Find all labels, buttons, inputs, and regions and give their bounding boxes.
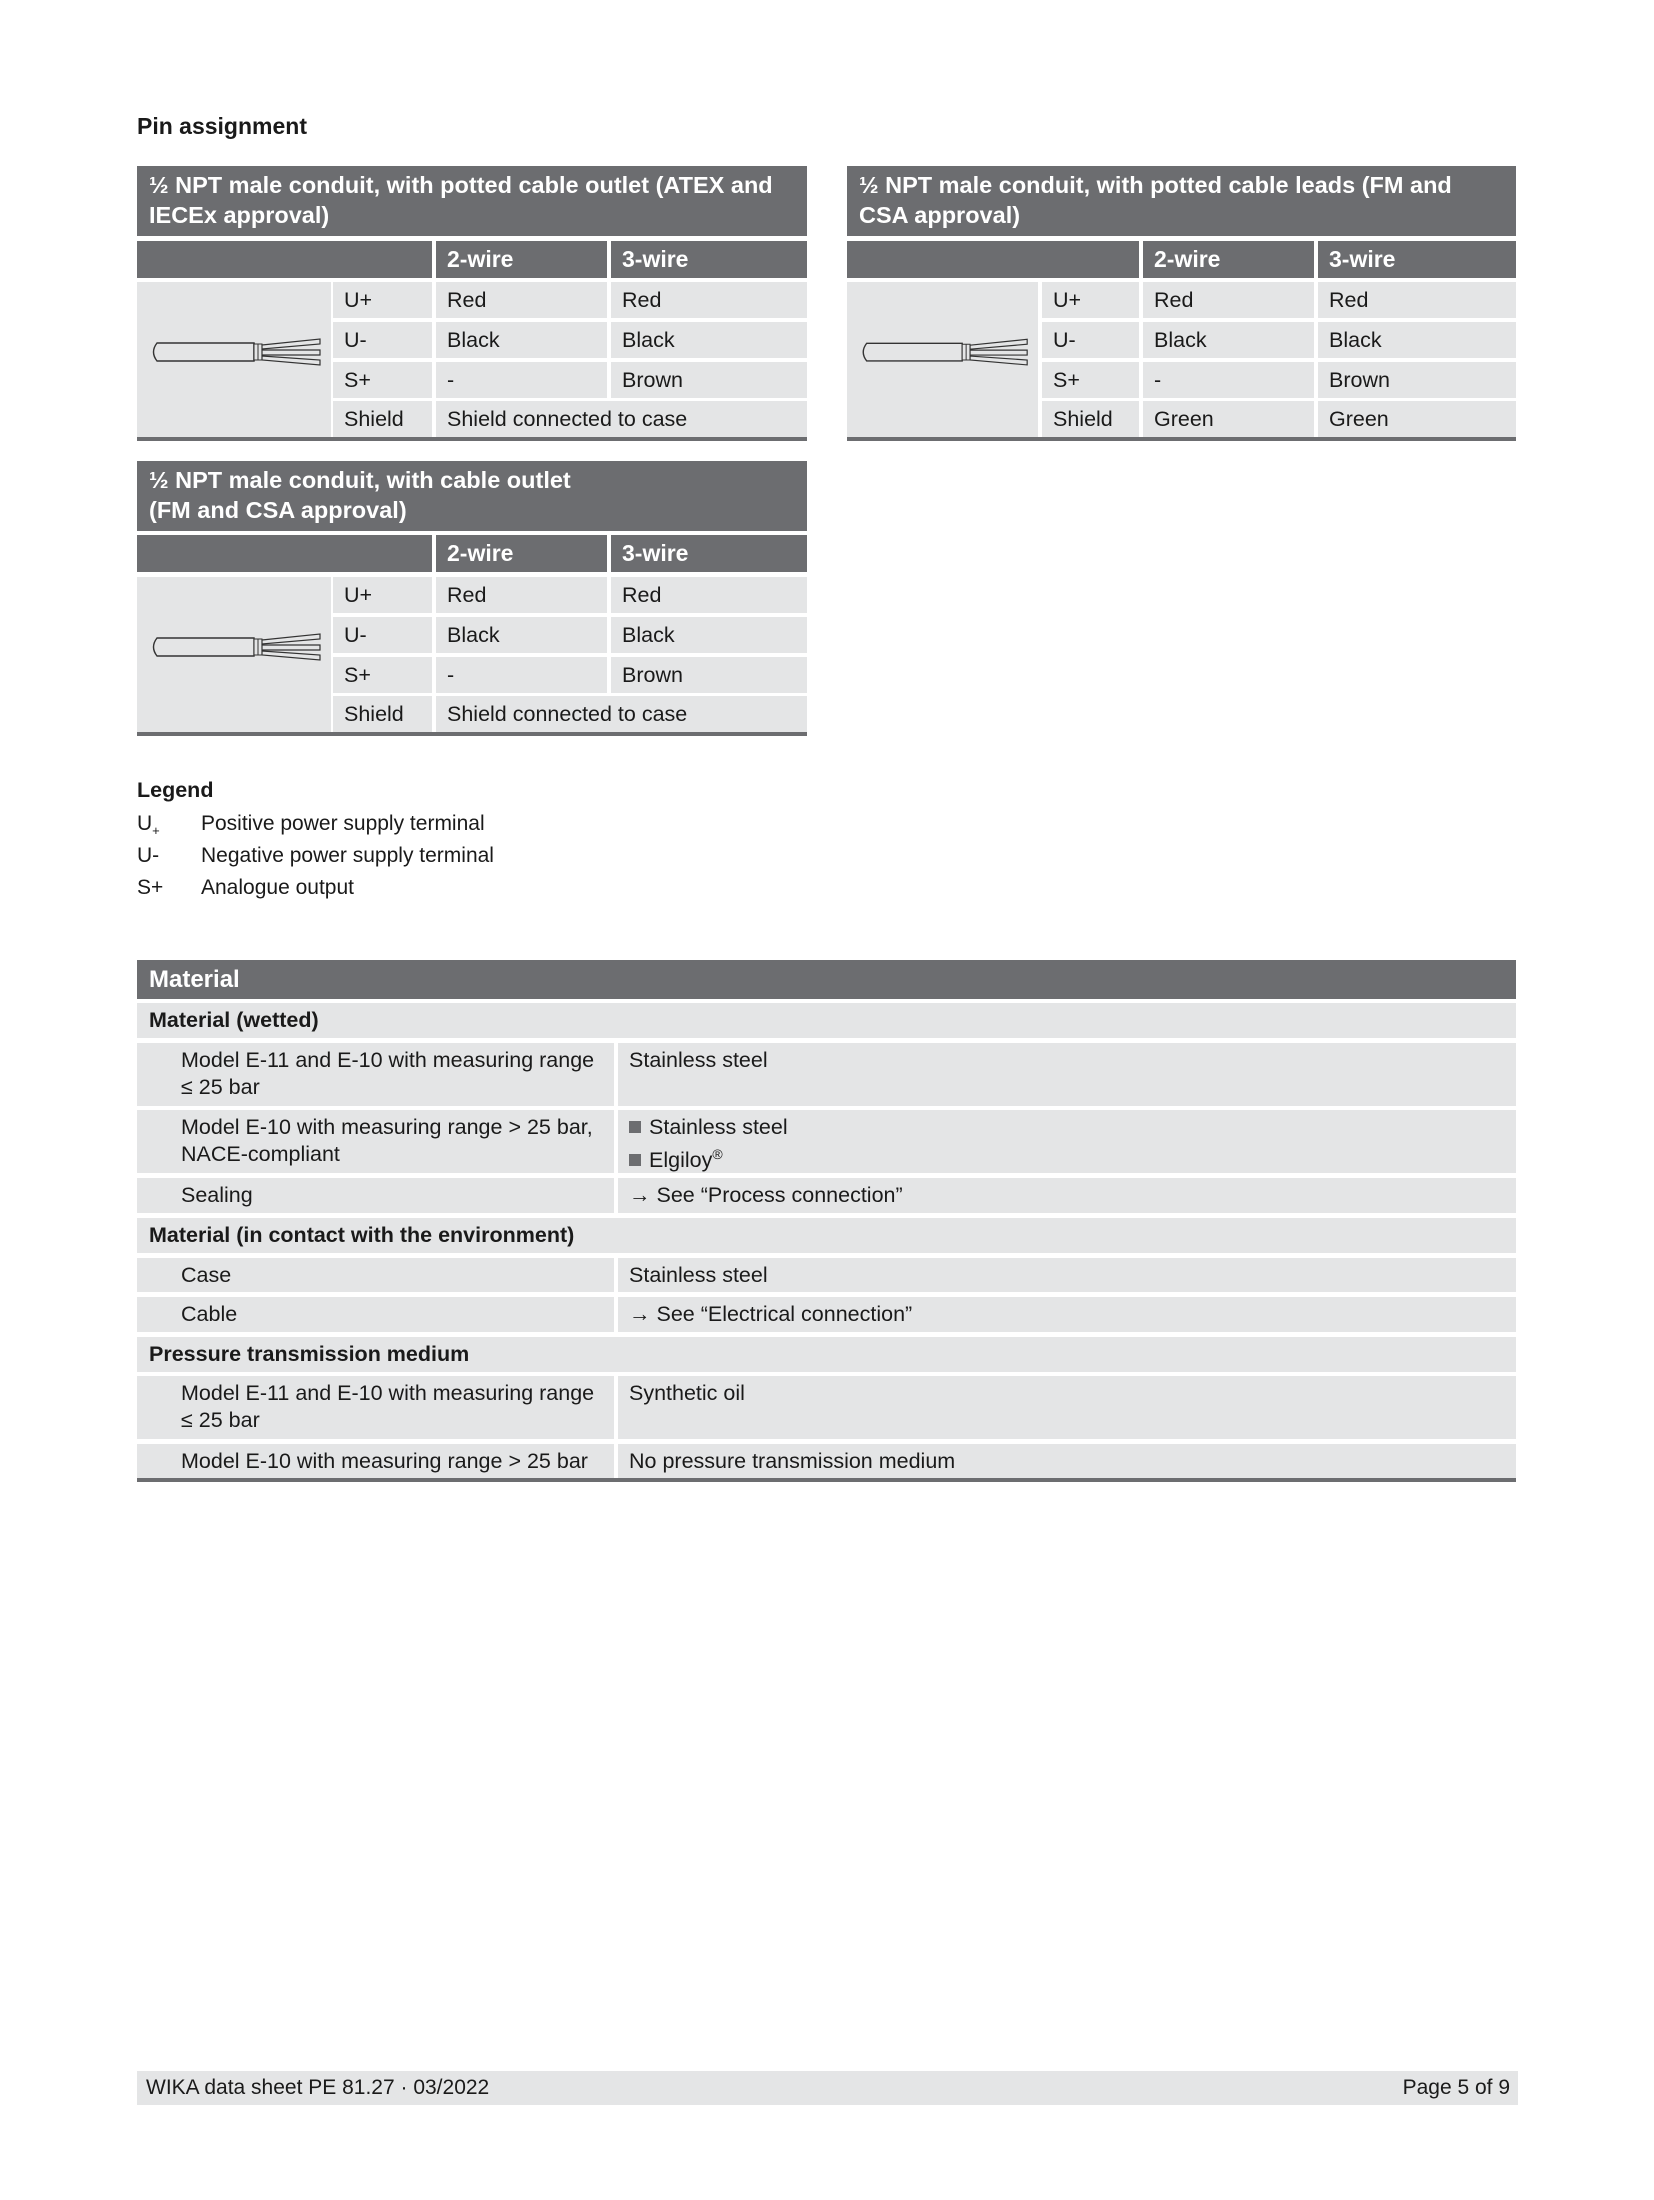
pin-merged-value: Shield connected to case xyxy=(436,696,807,732)
pin-table-title: ½ NPT male conduit, with potted cable outlet (ATEX and IECEx approval) xyxy=(137,166,807,236)
legend-description: Negative power supply terminal xyxy=(201,844,494,867)
pin-2wire-value: Black xyxy=(436,322,607,358)
pin-3wire-value: Red xyxy=(611,282,807,318)
pin-label: U+ xyxy=(1042,282,1139,318)
pin-3wire-value: Red xyxy=(611,577,807,613)
bullet-item xyxy=(629,1114,1516,1141)
cable-outlet-image xyxy=(137,577,331,732)
pin-table-title: ½ NPT male conduit, with potted cable leads (FM and CSA approval) xyxy=(847,166,1516,236)
pin-table-title-line1: ½ NPT male conduit, with cable outlet xyxy=(149,467,571,493)
material-table xyxy=(137,960,1516,1482)
bullet-text: Elgiloy xyxy=(649,1148,713,1173)
pin-3wire-value: Black xyxy=(611,322,807,358)
material-row-label: Sealing xyxy=(137,1178,614,1213)
label-line: Model E-11 and E-10 with measuring range xyxy=(181,1381,595,1405)
pin-label: U- xyxy=(333,617,432,653)
cable-outlet-icon xyxy=(137,282,331,437)
material-row-label xyxy=(137,1376,614,1439)
material-row-value: Stainless steel xyxy=(618,1043,1516,1106)
page-footer xyxy=(137,2071,1518,2105)
pin-label: Shield xyxy=(333,401,432,437)
pin-3wire-value: Brown xyxy=(611,362,807,398)
pin-label: U- xyxy=(1042,322,1139,358)
pin-label: S+ xyxy=(1042,362,1139,398)
material-row-value: → See “Electrical connection” xyxy=(618,1297,1516,1332)
pin-2wire-value: Black xyxy=(436,617,607,653)
pin-label: Shield xyxy=(1042,401,1139,437)
table-bottom-rule xyxy=(137,437,807,441)
cable-leads-icon xyxy=(847,282,1038,437)
cable-outlet-icon xyxy=(137,577,331,732)
pin-table-fm-csa-leads xyxy=(847,166,1516,441)
legend-title: Legend xyxy=(137,778,214,802)
col-header-3wire: 3-wire xyxy=(611,535,807,572)
pin-table-atex-iecex xyxy=(137,166,807,441)
material-table-title: Material xyxy=(137,960,1516,999)
footer-page-number: Page 5 of 9 xyxy=(1402,2076,1510,2099)
col-header-2wire: 2-wire xyxy=(1143,241,1314,278)
material-row-value xyxy=(618,1110,1516,1173)
col-header-blank xyxy=(137,241,432,278)
col-header-3wire: 3-wire xyxy=(611,241,807,278)
pin-label: U+ xyxy=(333,282,432,318)
label-line: NACE-compliant xyxy=(181,1142,340,1166)
pin-label: U- xyxy=(333,322,432,358)
legend-symbol-sub: + xyxy=(152,823,160,839)
col-header-3wire: 3-wire xyxy=(1318,241,1516,278)
section-title: Pin assignment xyxy=(137,113,307,139)
pin-3wire-value: Black xyxy=(611,617,807,653)
square-bullet-icon xyxy=(629,1154,641,1166)
legend-symbol xyxy=(137,812,197,838)
pin-2wire-value: Green xyxy=(1143,401,1314,437)
pin-table-title-line2: (FM and CSA approval) xyxy=(149,497,407,523)
legend-description: Positive power supply terminal xyxy=(201,812,485,835)
bullet-text: Stainless steel xyxy=(649,1115,788,1139)
table-bottom-rule xyxy=(137,732,807,736)
pin-3wire-value: Brown xyxy=(1318,362,1516,398)
material-row-label: Case xyxy=(137,1258,614,1292)
material-row-label: Cable xyxy=(137,1297,614,1332)
pin-merged-value: Shield connected to case xyxy=(436,401,807,437)
col-header-2wire: 2-wire xyxy=(436,241,607,278)
material-row-value: Stainless steel xyxy=(618,1258,1516,1292)
material-row-value: No pressure transmission medium xyxy=(618,1444,1516,1478)
pin-3wire-value: Black xyxy=(1318,322,1516,358)
pin-2wire-value: - xyxy=(1143,362,1314,398)
pin-label: S+ xyxy=(333,657,432,693)
col-header-2wire: 2-wire xyxy=(436,535,607,572)
legend-symbol: S+ xyxy=(137,876,164,899)
material-group-header: Pressure transmission medium xyxy=(137,1337,1516,1372)
pin-label: S+ xyxy=(333,362,432,398)
pin-table-title xyxy=(137,461,807,531)
pin-2wire-value: - xyxy=(436,362,607,398)
pin-2wire-value: Red xyxy=(436,577,607,613)
registered-mark: ® xyxy=(712,1146,723,1162)
label-line: Model E-11 and E-10 with measuring range xyxy=(181,1048,595,1072)
material-row-value: Synthetic oil xyxy=(618,1376,1516,1439)
legend-symbol: U- xyxy=(137,844,160,867)
label-line: ≤ 25 bar xyxy=(181,1075,260,1099)
pin-label: U+ xyxy=(333,577,432,613)
cable-leads-image xyxy=(847,282,1038,437)
pin-table-fm-csa-outlet xyxy=(137,461,807,736)
square-bullet-icon xyxy=(629,1121,641,1133)
pin-label: Shield xyxy=(333,696,432,732)
material-row-label xyxy=(137,1043,614,1106)
material-row-value: → See “Process connection” xyxy=(618,1178,1516,1213)
pin-3wire-value: Green xyxy=(1318,401,1516,437)
table-bottom-rule xyxy=(137,1478,1516,1482)
pin-3wire-value: Red xyxy=(1318,282,1516,318)
pin-2wire-value: Red xyxy=(1143,282,1314,318)
material-group-header: Material (in contact with the environment) xyxy=(137,1218,1516,1253)
material-row-label xyxy=(137,1110,614,1173)
table-bottom-rule xyxy=(847,437,1516,441)
cable-outlet-image xyxy=(137,282,331,437)
col-header-blank xyxy=(137,535,432,572)
pin-2wire-value: Black xyxy=(1143,322,1314,358)
legend-description: Analogue output xyxy=(201,876,354,899)
pin-3wire-value: Brown xyxy=(611,657,807,693)
bullet-item xyxy=(629,1141,1516,1174)
footer-doc-id: WIKA data sheet PE 81.27 · 03/2022 xyxy=(146,2076,490,2099)
pin-2wire-value: Red xyxy=(436,282,607,318)
legend-symbol-base: U xyxy=(137,812,153,835)
label-line: ≤ 25 bar xyxy=(181,1408,260,1432)
pin-2wire-value: - xyxy=(436,657,607,693)
col-header-blank xyxy=(847,241,1139,278)
material-row-label: Model E-10 with measuring range > 25 bar xyxy=(137,1444,614,1478)
label-line: Model E-10 with measuring range > 25 bar, xyxy=(181,1115,593,1139)
material-group-header: Material (wetted) xyxy=(137,1003,1516,1038)
